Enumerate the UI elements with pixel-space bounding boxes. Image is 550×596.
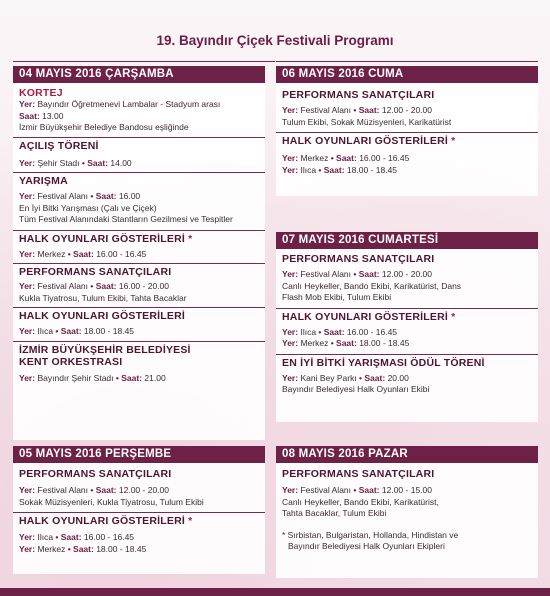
event-location-time: Yer: Festival Alanı • Saat: 12.00 - 20.00 (19, 485, 169, 495)
event-detail: Flash Mob Ekibi, Tulum Ekibi (282, 292, 392, 302)
footnote-line: * Sırbistan, Bulgaristan, Hollanda, Hindistan ve (282, 529, 459, 540)
event-title-performans: PERFORMANS SANATÇILARI (19, 266, 172, 278)
day-header: 06 MAYIS 2016 CUMA (276, 66, 538, 83)
day-card-07-mayis (276, 232, 538, 422)
event-detail: Tüm Festival Alanındaki Stantların Gezilmesi ve Tespitler (19, 214, 233, 224)
day-header: 05 MAYIS 2016 PERŞEMBE (13, 446, 265, 463)
event-location-time: Yer: Ilıca • Saat: 16.00 - 16.45 (19, 532, 135, 542)
event-title-kent-orkestrasi: İZMİR BÜYÜKŞEHİR BELEDİYESİ (19, 343, 191, 356)
event-title-performans: PERFORMANS SANATÇILARI (282, 253, 435, 265)
event-location-time: Yer: Festival Alanı • Saat: 12.00 - 20.00 (282, 105, 432, 115)
event-location-time: Yer: Bayındır Şehir Stadı • Saat: 21.00 (19, 372, 166, 383)
event-time: Saat: 13.00 (19, 110, 64, 121)
event-location-time: Yer: Festival Alanı • Saat: 16.00 (19, 191, 141, 201)
event-title-halk-oyunlari: HALK OYUNLARI GÖSTERİLERİ * (282, 135, 456, 147)
event-location-time: Yer: Merkez • Saat: 18.00 - 18.45 (282, 338, 410, 348)
event-title-yarisma: YARIŞMA (19, 175, 68, 187)
event-location-time: Yer: Ilıca • Saat: 18.00 - 18.45 (282, 164, 398, 175)
event-title-performans: PERFORMANS SANATÇILARI (19, 468, 172, 480)
event-title-halk-oyunlari: HALK OYUNLARI GÖSTERİLERİ * (282, 310, 456, 323)
event-detail: Tahta Bacaklar, Tulum Ekibi (282, 508, 387, 518)
event-location-time: Yer: Merkez • Saat: 16.00 - 16.45 (282, 153, 410, 163)
day-card-04-mayis (13, 66, 265, 440)
event-location-time: Yer: Kani Bey Parkı • Saat: 20.00 (282, 372, 409, 383)
event-detail: Bayındır Belediyesi Halk Oyunları Ekibi (282, 384, 430, 394)
title-rule-right (276, 61, 538, 62)
event-title-acilis: AÇILIŞ TÖRENİ (19, 139, 99, 152)
event-location-time: Yer: Festival Alanı • Saat: 16.00 - 20.00 (19, 281, 169, 291)
event-detail: Sokak Müzisyenleri, Kukla Tiyatrosu, Tulum Ekibi (19, 496, 204, 507)
day-card-06-mayis (276, 66, 538, 196)
event-title-odul-toreni: EN İYİ BİTKİ YARIŞMASI ÖDÜL TÖRENİ (282, 356, 485, 369)
event-location-time: Yer: Ilıca • Saat: 16.00 - 16.45 (282, 326, 398, 337)
day-header: 08 MAYIS 2016 PAZAR (276, 446, 538, 463)
event-detail: İzmir Büyükşehir Belediye Bandosu eşliğinde (19, 122, 189, 132)
event-location-time: Yer: Festival Alanı • Saat: 12.00 - 15.00 (282, 485, 432, 495)
event-detail: Kukla Tiyatrosu, Tulum Ekibi, Tahta Bacaklar (19, 292, 187, 303)
title-rule-left (13, 61, 275, 62)
event-title-halk-oyunlari-ilica: HALK OYUNLARI GÖSTERİLERİ (19, 310, 186, 322)
event-detail: En İyi Bitki Yarışması (Çalı ve Çiçek) (19, 202, 157, 213)
bottom-bar (0, 588, 550, 596)
event-location-time: Yer: Festival Alanı • Saat: 12.00 - 20.00 (282, 269, 432, 279)
event-location-time: Yer: Ilıca • Saat: 18.00 - 18.45 (19, 326, 135, 336)
day-card-05-mayis (13, 446, 265, 574)
page-title: 19. Bayındır Çiçek Festivali Programı (156, 33, 394, 48)
event-detail: Canlı Heykeller, Bando Ekibi, Karikatürist, (282, 496, 439, 507)
day-card-08-mayis (276, 446, 538, 578)
event-title-kortej: KORTEJ (19, 87, 63, 99)
event-title-performans: PERFORMANS SANATÇILARI (282, 468, 435, 480)
event-location-time: Yer: Şehir Stadı • Saat: 14.00 (19, 157, 132, 168)
event-title-halk-oyunlari: HALK OYUNLARI GÖSTERİLERİ * (19, 515, 193, 527)
day-header: 04 MAYIS 2016 ÇARŞAMBA (13, 66, 265, 83)
event-title-performans: PERFORMANS SANATÇILARI (282, 89, 435, 101)
event-location: Yer: Bayındır Öğretmenevi Lambalar - Stadyum arası (19, 99, 221, 109)
day-header: 07 MAYIS 2016 CUMARTESİ (276, 232, 538, 249)
footnote-line: Bayındır Belediyesi Halk Oyunları Ekipleri (288, 541, 445, 551)
event-detail: Canlı Heykeller, Bando Ekibi, Karikatürist, Dans (282, 280, 462, 291)
event-title-kent-orkestrasi-line2: KENT ORKESTRASI (19, 355, 123, 368)
event-detail: Tulum Ekibi, Sokak Müzisyenleri, Karikatürist (282, 116, 452, 127)
event-title-halk-oyunlari: HALK OYUNLARI GÖSTERİLERİ * (19, 232, 193, 245)
event-location-time: Yer: Merkez • Saat: 16.00 - 16.45 (19, 248, 147, 259)
event-location-time: Yer: Merkez • Saat: 18.00 - 18.45 (19, 543, 147, 554)
